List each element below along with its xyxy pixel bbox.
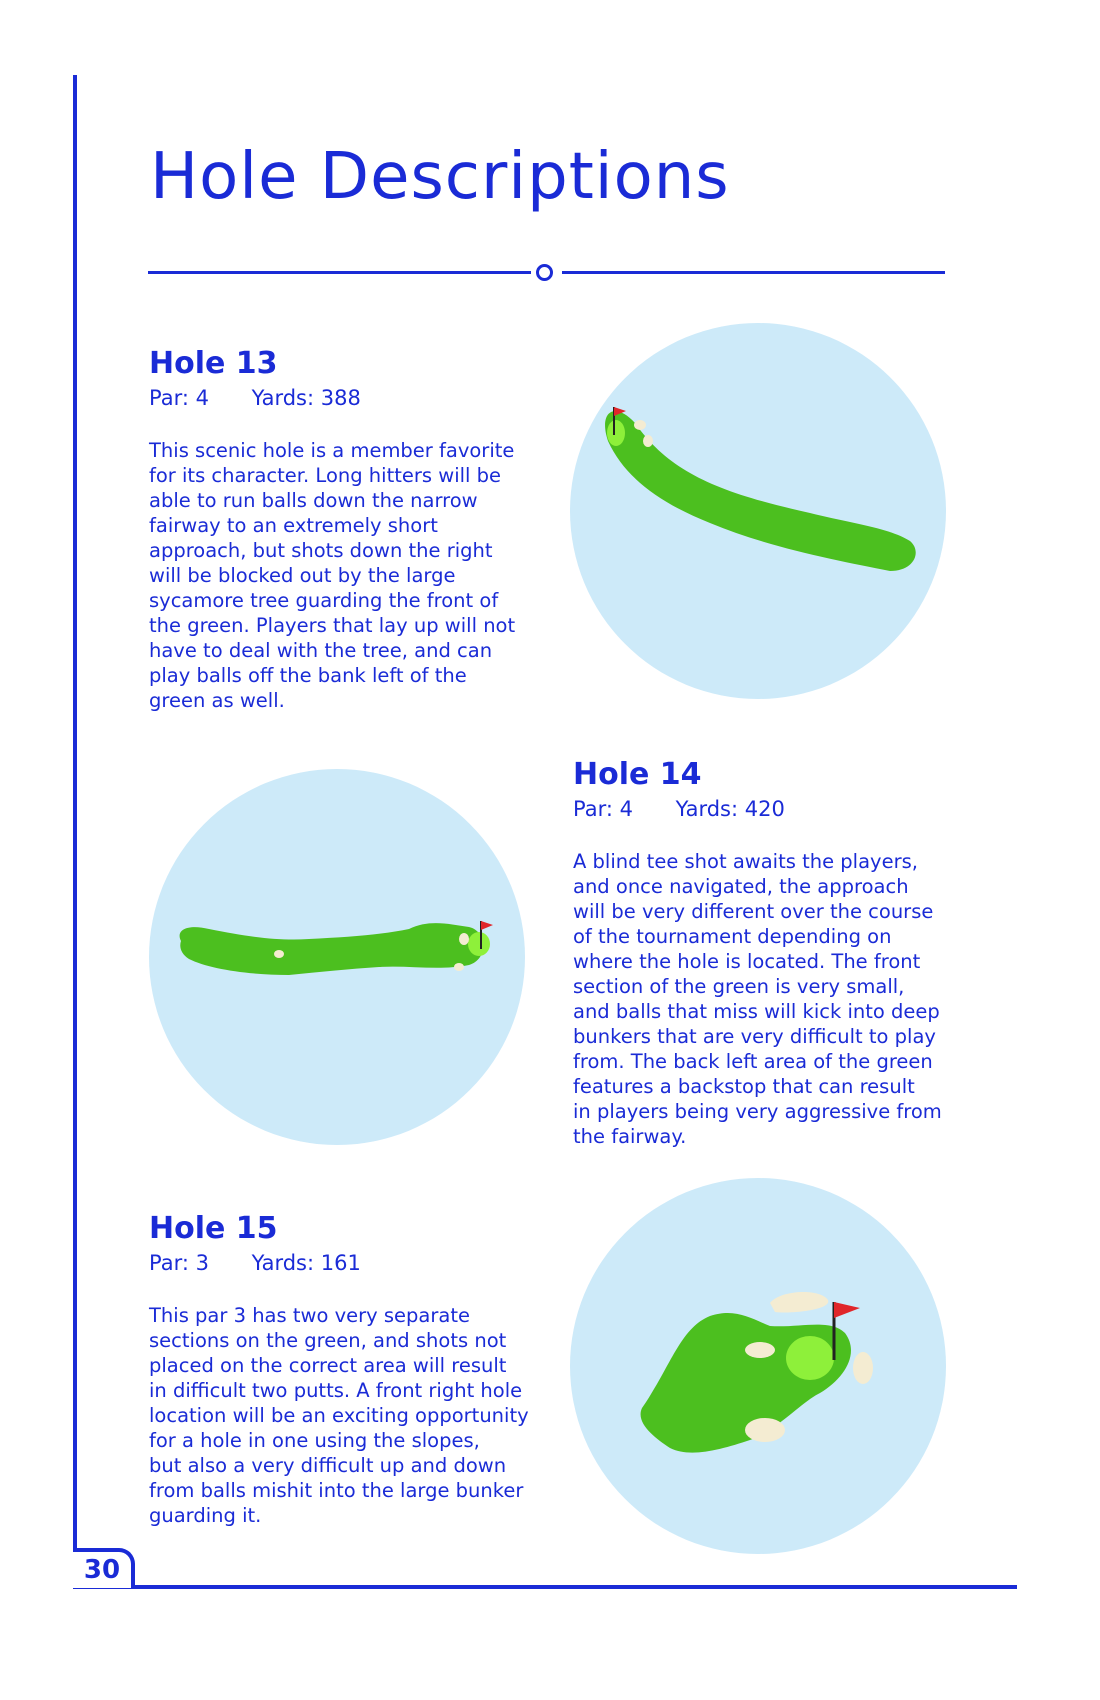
hole-15-map [570,1178,946,1554]
hole-15-green [786,1336,834,1380]
hole-15-bunker [745,1342,775,1358]
title-divider-left [148,271,531,274]
hole-14-map [149,769,525,1145]
hole-15-bunker [853,1352,873,1384]
hole-13-map [570,323,946,699]
hole-13-par: Par: 4 [149,386,209,410]
title-divider-right [562,271,945,274]
hole-14-par: Par: 4 [573,797,633,821]
hole-15-description: This par 3 has two very separate sections on the green, and shots not placed on the correct area will result in difficult two putts. A front right hole location will be an exciting opportunity for a hole in one using the slopes, but also a very difficult up and down from balls mishit into the large bunker guarding it. [149,1304,529,1527]
hole-13-stats [149,384,549,412]
page-frame-left [73,75,77,1585]
hole-14-section [573,757,993,1149]
hole-13-bunker [643,435,653,447]
hole-15-section [149,1211,569,1528]
hole-14-bunker [459,933,469,945]
hole-14-bunker [454,963,464,971]
hole-13-section [149,346,549,713]
hole-15-bunker [745,1418,785,1442]
hole-13-yards: Yards: 388 [251,386,361,410]
hole-15-stats [149,1249,569,1277]
page-frame-bottom [73,1585,1017,1589]
page-title: Hole Descriptions [150,140,730,214]
hole-14-bunker [274,950,284,958]
hole-14-yards: Yards: 420 [675,797,785,821]
hole-14-description: A blind tee shot awaits the players, and once navigated, the approach will be very different over the course of the tournament depending on where the hole is located. The front section of the green is very small, and balls that miss will kick into deep bunkers that are very difficult to play from. The back left area of the green features a backstop that can result in players being very aggressive from the fairway. [573,850,942,1148]
page-number: 30 [73,1548,135,1588]
title-divider-dot [536,264,553,281]
hole-13-green [607,420,625,446]
hole-15-par: Par: 3 [149,1251,209,1275]
hole-14-green [468,932,490,956]
hole-15-yards: Yards: 161 [251,1251,361,1275]
hole-15-title: Hole 15 [149,1211,278,1246]
hole-13-title: Hole 13 [149,346,278,381]
hole-13-description: This scenic hole is a member favorite for its character. Long hitters will be able to run balls down the narrow fairway to an extremely short approach, but shots down the right will be blocked out by the large sycamore tree guarding the front of the green. Players that lay up will not have to deal with the tree, and can play balls off the bank left of the green as well. [149,439,516,712]
hole-13-bunker [634,420,646,430]
hole-14-stats [573,795,993,823]
hole-14-title: Hole 14 [573,757,702,792]
